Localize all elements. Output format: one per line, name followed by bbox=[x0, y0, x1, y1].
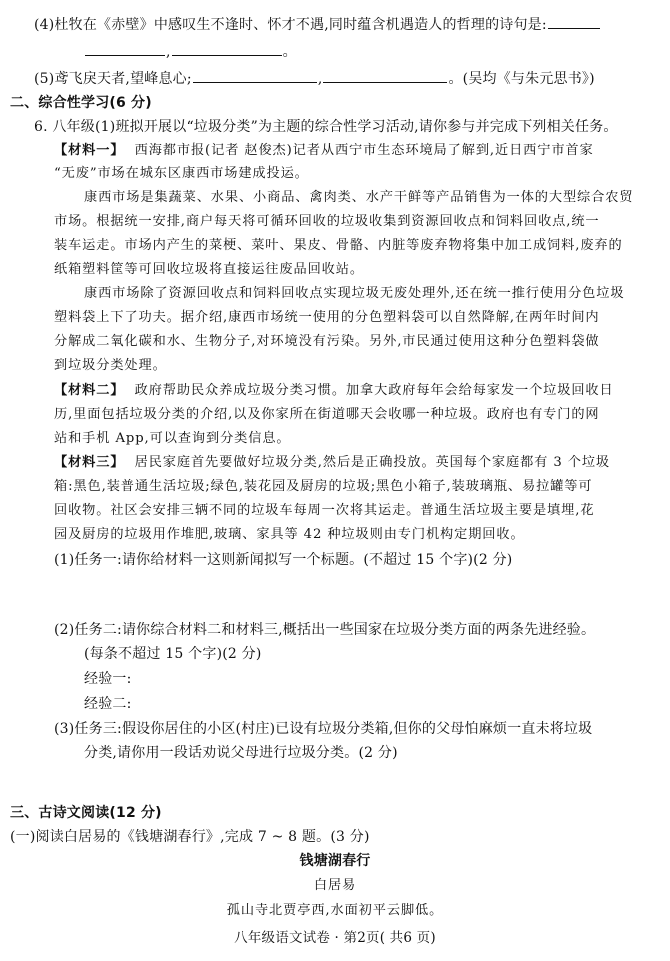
task2-exp1: 经验一: bbox=[84, 671, 132, 687]
material3-label: 【材料三】 bbox=[54, 455, 125, 470]
material1-text: 西海都市报(记者 赵俊杰)记者从西宁市生态环境局了解到,近日西宁市首家 bbox=[134, 143, 594, 158]
q4-text: (4)杜牧在《赤壁》中感叹生不逢时、怀才不遇,同时蕴含机遇造人的哲理的诗句是: bbox=[34, 17, 547, 33]
material3-line1 bbox=[54, 453, 610, 473]
material2-line1 bbox=[54, 381, 614, 401]
q4-blank-2[interactable] bbox=[85, 40, 165, 56]
section2-title: 二、综合性学习(6 分) bbox=[10, 95, 152, 111]
section3-title: 三、古诗文阅读(12 分) bbox=[10, 805, 162, 821]
task1-answer-area[interactable] bbox=[70, 572, 630, 612]
material3-line3: 回收物。社区会安排三辆不同的垃圾车每周一次将其运走。普通生活垃圾主要是填埋,花 bbox=[54, 503, 595, 518]
q4-blank-1[interactable] bbox=[548, 13, 600, 29]
material1-line8: 塑料袋上下了功夫。据介绍,康西市场统一使用的分色塑料袋可以自然降解,在两年时间内 bbox=[54, 310, 600, 325]
page-footer: 八年级语文试卷 · 第2页( 共6 页) bbox=[234, 930, 436, 946]
q6-intro: 6. 八年级(1)班拟开展以“垃圾分类”为主题的综合性学习活动,请你参与并完成下列相关任务。 bbox=[34, 119, 618, 135]
material2-text: 政府帮助民众养成垃圾分类习惯。加拿大政府每年会给每家发一个垃圾回收日 bbox=[134, 383, 614, 398]
q5-blank-2[interactable] bbox=[323, 67, 447, 83]
material2-line3: 站和手机 App,可以查询到分类信息。 bbox=[54, 431, 291, 446]
material1-line10: 到垃圾分类处理。 bbox=[54, 358, 167, 373]
material3-line4: 园及厨房的垃圾用作堆肥,玻璃、家具等 42 种垃圾则由专门机构定期回收。 bbox=[54, 527, 525, 542]
task2-line1: (2)任务二:请你综合材料二和材料三,概括出一些国家在垃圾分类方面的两条先进经验。 bbox=[54, 622, 596, 638]
task3-line2: 分类,请你用一段话劝说父母进行垃圾分类。(2 分) bbox=[84, 745, 398, 761]
material1-line6: 纸箱塑料筐等可回收垃圾将直接运往废品回收站。 bbox=[54, 262, 364, 277]
q5-sep: , bbox=[317, 71, 323, 87]
q5-line bbox=[34, 67, 595, 89]
material1-line5: 装车运走。市场内产生的菜梗、菜叶、果皮、骨骼、内脏等废弃物将集中加工成饲料,废弃的 bbox=[54, 238, 623, 253]
material3-line2: 箱:黑色,装普通生活垃圾;绿色,装花园及厨房的垃圾;黑色小箱子,装玻璃瓶、易拉罐等可 bbox=[54, 479, 593, 494]
q4-line1 bbox=[34, 13, 601, 35]
q4-sep: , bbox=[166, 44, 171, 60]
task3-answer-area[interactable] bbox=[70, 766, 630, 796]
material1-line4: 市场。根据统一安排,商户每天将可循环回收的垃圾收集到资源回收点和饲料回收点,统一 bbox=[54, 214, 600, 229]
task3-line1: (3)任务三:假设你居住的小区(村庄)已设有垃圾分类箱,但你的父母怕麻烦一直未将垃圾 bbox=[54, 721, 593, 737]
q5-prefix: (5)鸢飞戾天者,望峰息心; bbox=[34, 71, 192, 87]
material3-text: 居民家庭首先要做好垃圾分类,然后是正确投放。英国每个家庭都有 3 个垃圾 bbox=[134, 455, 610, 470]
q4-line2 bbox=[84, 40, 297, 62]
poem-title: 钱塘湖春行 bbox=[299, 853, 371, 869]
material1-label: 【材料一】 bbox=[54, 143, 125, 158]
poem-author: 白居易 bbox=[313, 878, 357, 893]
material1-line3: 康西市场是集蔬菜、水果、小商品、禽肉类、水产干鲜等产品销售为一体的大型综合农贸 bbox=[84, 190, 634, 205]
material2-line2: 历,里面包括垃圾分类的介绍,以及你家所在街道哪天会收哪一种垃圾。政府也有专门的网 bbox=[54, 407, 600, 422]
q4-end: 。 bbox=[282, 44, 297, 60]
material2-label: 【材料二】 bbox=[54, 383, 125, 398]
q5-blank-1[interactable] bbox=[193, 67, 317, 83]
task2-line2: (每条不超过 15 个字)(2 分) bbox=[84, 646, 262, 662]
task2-exp2: 经验二: bbox=[84, 696, 132, 712]
task2-exp2-answer[interactable] bbox=[140, 694, 620, 714]
task1: (1)任务一:请你给材料一这则新闻拟写一个标题。(不超过 15 个字)(2 分) bbox=[54, 552, 513, 568]
task2-exp1-answer[interactable] bbox=[140, 669, 620, 689]
section3-sub: (一)阅读白居易的《钱塘湖春行》,完成 7 ~ 8 题。(3 分) bbox=[10, 829, 370, 845]
q5-suffix: 。(吴均《与朱元思书》) bbox=[448, 71, 595, 87]
q4-blank-3[interactable] bbox=[172, 40, 282, 56]
poem-line1: 孤山寺北贾亭西,水面初平云脚低。 bbox=[226, 903, 444, 918]
material1-line7: 康西市场除了资源回收点和饲料回收点实现垃圾无废处理外,还在统一推行使用分色垃圾 bbox=[84, 286, 625, 301]
material1-line9: 分解成二氧化碳和水、生物分子,对环境没有污染。另外,市民通过使用这种分色塑料袋做 bbox=[54, 334, 600, 349]
material1-line2: “无废”市场在城东区康西市场建成投运。 bbox=[54, 166, 309, 181]
material1-line1 bbox=[54, 141, 594, 161]
